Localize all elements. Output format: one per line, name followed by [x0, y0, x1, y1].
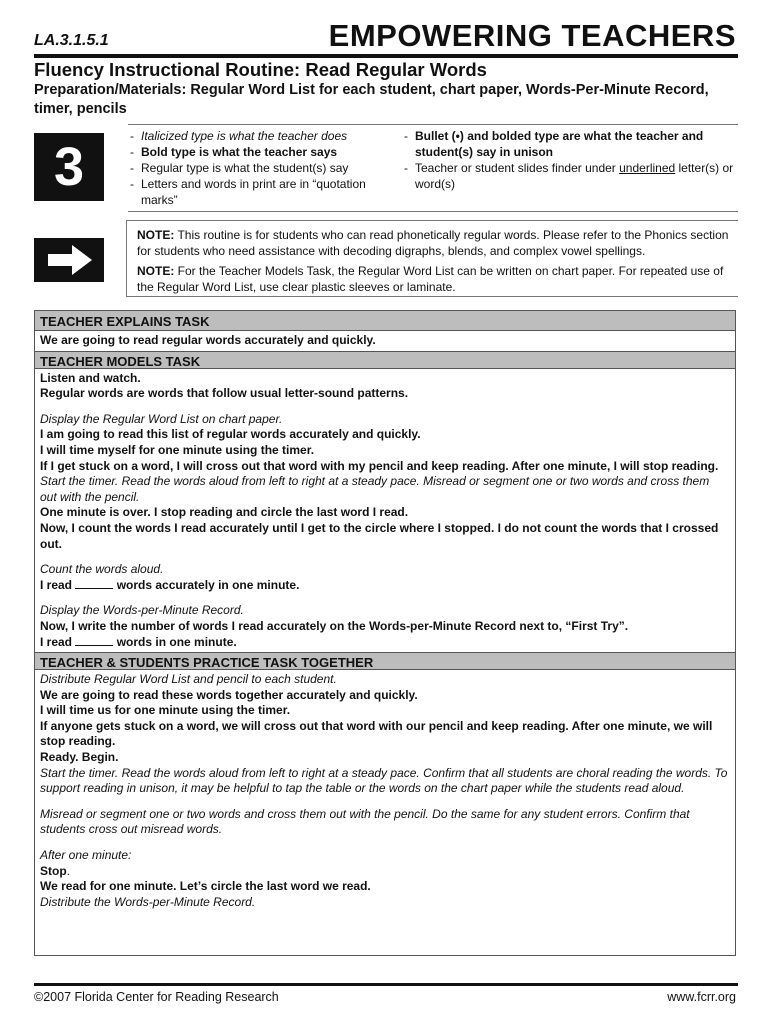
legend-regular-text: Regular type is what the student(s) say — [141, 161, 349, 175]
legend-quote-text: Letters and words in print are in “quotation marks” — [141, 177, 366, 207]
type-legend — [128, 124, 738, 212]
fill-in-line: I read words accurately in one minute. — [40, 577, 300, 592]
note-2: NOTE: For the Teacher Models Task, the Regular Word List can be written on chart paper. For repeated use of the Regular Word List, use clear plastic sleeves or laminate. — [137, 264, 724, 294]
legend-finder-text-end: letter(s) or word(s) — [415, 161, 734, 191]
legend-underlined-word: underlined — [619, 161, 676, 175]
task-table — [34, 310, 736, 956]
right-arrow-icon — [34, 238, 104, 282]
legend-bullet-text: Bullet (•) and bolded type are what the teacher and student(s) say in unison — [415, 129, 704, 159]
materials-line: Preparation/Materials: Regular Word List for each student, chart paper, Words-Per-Minute Record, timer, pencils — [34, 82, 709, 117]
step-number-badge: 3 — [34, 133, 104, 201]
section-body-practice: Distribute Regular Word List and pencil to each student. We are going to read these words together accurately and quickly. I will time us for one minute using the timer. If anyone gets stuck on a word, we will cross out that word with our pencil and keep reading. After one minute, we will stop reading. Ready. Begin. Start the timer. Read the words aloud from left to right at a steady pace. Confirm that all students are choral reading the words. To support reading in unison, it may be helpful to tap the table or the words on the chart paper while the students read aloud. Misread or segment one or two words and cross them out with the pencil. Do the same for any student errors. Confirm that students cross out misread words. After one minute: Stop. We read for one minute. Let’s circle the last word we read. Distribute the Words-per-Minute Record. — [40, 672, 728, 909]
legend-item: - Regular type is what the student(s) say — [130, 161, 349, 175]
header — [34, 18, 738, 54]
footer-rule — [34, 983, 738, 986]
fill-in-line: I read words in one minute. — [40, 634, 237, 649]
header-rule — [34, 54, 738, 58]
footer-url[interactable]: www.fcrr.org — [667, 990, 736, 1004]
section-heading-practice: TEACHER & STUDENTS PRACTICE TASK TOGETHER — [35, 652, 735, 670]
legend-item: - Teacher or student slides finder under underlined letter(s) or word(s) — [404, 161, 734, 191]
notes-box — [126, 220, 738, 297]
legend-item: - Bold type is what the teacher says — [130, 145, 338, 159]
page-title: Fluency Instructional Routine: Read Regular Words — [34, 59, 487, 80]
section-heading-explains: TEACHER EXPLAINS TASK — [35, 311, 735, 331]
blank-line — [75, 635, 113, 646]
section-body-models: Listen and watch. Regular words are words that follow usual letter-sound patterns. Display the Regular Word List on chart paper. I am going to read this list of regular words accurately and quickly. I will time myself for one minute using the timer. If I get stuck on a word, I will cross out that word with my pencil and keep reading. After one minute, I will stop reading. Start the timer. Read the words aloud from left to right at a steady pace. Misread or segment one or two words and cross them out with the pencil. One minute is over. I stop reading and circle the last word I read. Now, I count the words I read accurately until I get to the circle where I stopped. I do not count the words that I crossed out. Count the words aloud. I read words accurately in one minute. Display the Words-per-Minute Record. Now, I write the number of words I read accurately on the Words-per-Minute Record next to, “First Try”. I read words in one minute. — [35, 369, 735, 653]
footer-copyright: ©2007 Florida Center for Reading Research — [34, 990, 279, 1004]
legend-bold-text: Bold type is what the teacher says — [141, 145, 338, 159]
section-heading-models: TEACHER MODELS TASK — [35, 351, 735, 369]
legend-item: - Bullet (•) and bolded type are what the teacher and student(s) say in unison — [404, 129, 704, 159]
note-1: NOTE: This routine is for students who can read phonetically regular words. Please refer to the Phonics section for students who need assistance with decoding digraphs, blends, and complex vowel spellings. — [137, 228, 729, 258]
lesson-code: LA.3.1.5.1 — [34, 32, 109, 49]
legend-finder-text: Teacher or student slides finder under — [415, 161, 620, 175]
legend-right-column — [402, 128, 736, 192]
legend-left-column — [128, 128, 393, 208]
blank-line — [75, 578, 113, 589]
section-body-explains: We are going to read regular words accurately and quickly. — [40, 333, 376, 347]
legend-item: - Letters and words in print are in “quotation marks” — [130, 177, 366, 207]
legend-italic-text: Italicized type is what the teacher does — [141, 129, 348, 143]
brand-title: EMPOWERING TEACHERS — [328, 18, 736, 53]
legend-item: - Italicized type is what the teacher does — [130, 129, 348, 143]
